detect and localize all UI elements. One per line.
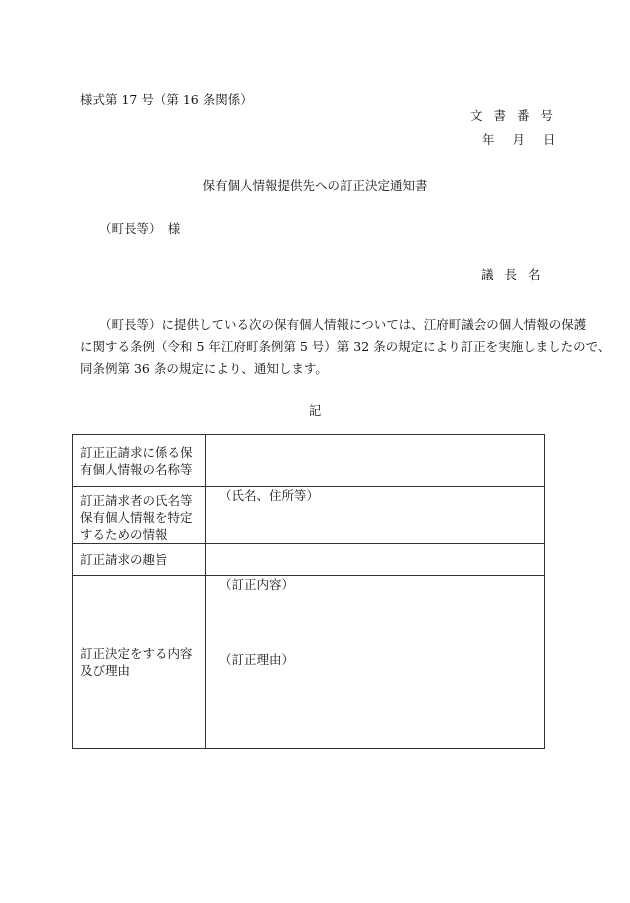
table-row xyxy=(73,544,545,576)
row-label-line: 及び理由 xyxy=(80,663,131,678)
date-label: 年月日 xyxy=(482,132,574,147)
correction-reason-hint: （訂正理由） xyxy=(219,652,295,667)
row-label-line: 訂正請求者の氏名等 xyxy=(80,493,193,508)
table-row xyxy=(73,487,545,544)
row-label-line: 訂正請求の趣旨 xyxy=(80,552,168,567)
requester-info-hint: （氏名、住所等） xyxy=(219,488,320,503)
notice-body-line: 同条例第 36 条の規定により、通知します。 xyxy=(80,361,328,376)
row-value-field[interactable] xyxy=(206,544,545,576)
table-row xyxy=(73,576,545,749)
form-number: 様式第 17 号（第 16 条関係） xyxy=(80,92,253,107)
notice-body-line: （町長等）に提供している次の保有個人情報については、江府町議会の個人情報の保護 xyxy=(99,317,587,332)
row-label xyxy=(73,576,206,749)
row-value-field[interactable] xyxy=(206,487,545,544)
sender-chairman-name: 議長名 xyxy=(481,267,552,282)
row-label xyxy=(73,435,206,487)
row-label-line: 有個人情報の名称等 xyxy=(80,462,193,477)
document-title: 保有個人情報提供先への訂正決定通知書 xyxy=(202,178,428,193)
row-value-field[interactable] xyxy=(206,576,545,749)
row-label xyxy=(73,487,206,544)
row-label-line: 訂正決定をする内容 xyxy=(80,646,193,661)
notice-body-line: に関する条例（令和 5 年江府町条例第 5 号）第 32 条の規定により訂正を実施しましたので、 xyxy=(80,339,611,354)
row-label-line: 保有個人情報を特定 xyxy=(80,510,193,525)
addressee: （町長等） 様 xyxy=(99,221,181,236)
row-label xyxy=(73,544,206,576)
row-label-line: するための情報 xyxy=(80,527,168,542)
document-number-label: 文書番号 xyxy=(470,108,565,123)
correction-content-hint: （訂正内容） xyxy=(219,577,295,592)
row-label-line: 訂正正請求に係る保 xyxy=(80,445,193,460)
correction-details-table xyxy=(72,434,545,749)
notice-body xyxy=(80,314,611,380)
row-value-field[interactable] xyxy=(206,435,545,487)
ki-heading: 記 xyxy=(308,403,322,418)
table-row xyxy=(73,435,545,487)
